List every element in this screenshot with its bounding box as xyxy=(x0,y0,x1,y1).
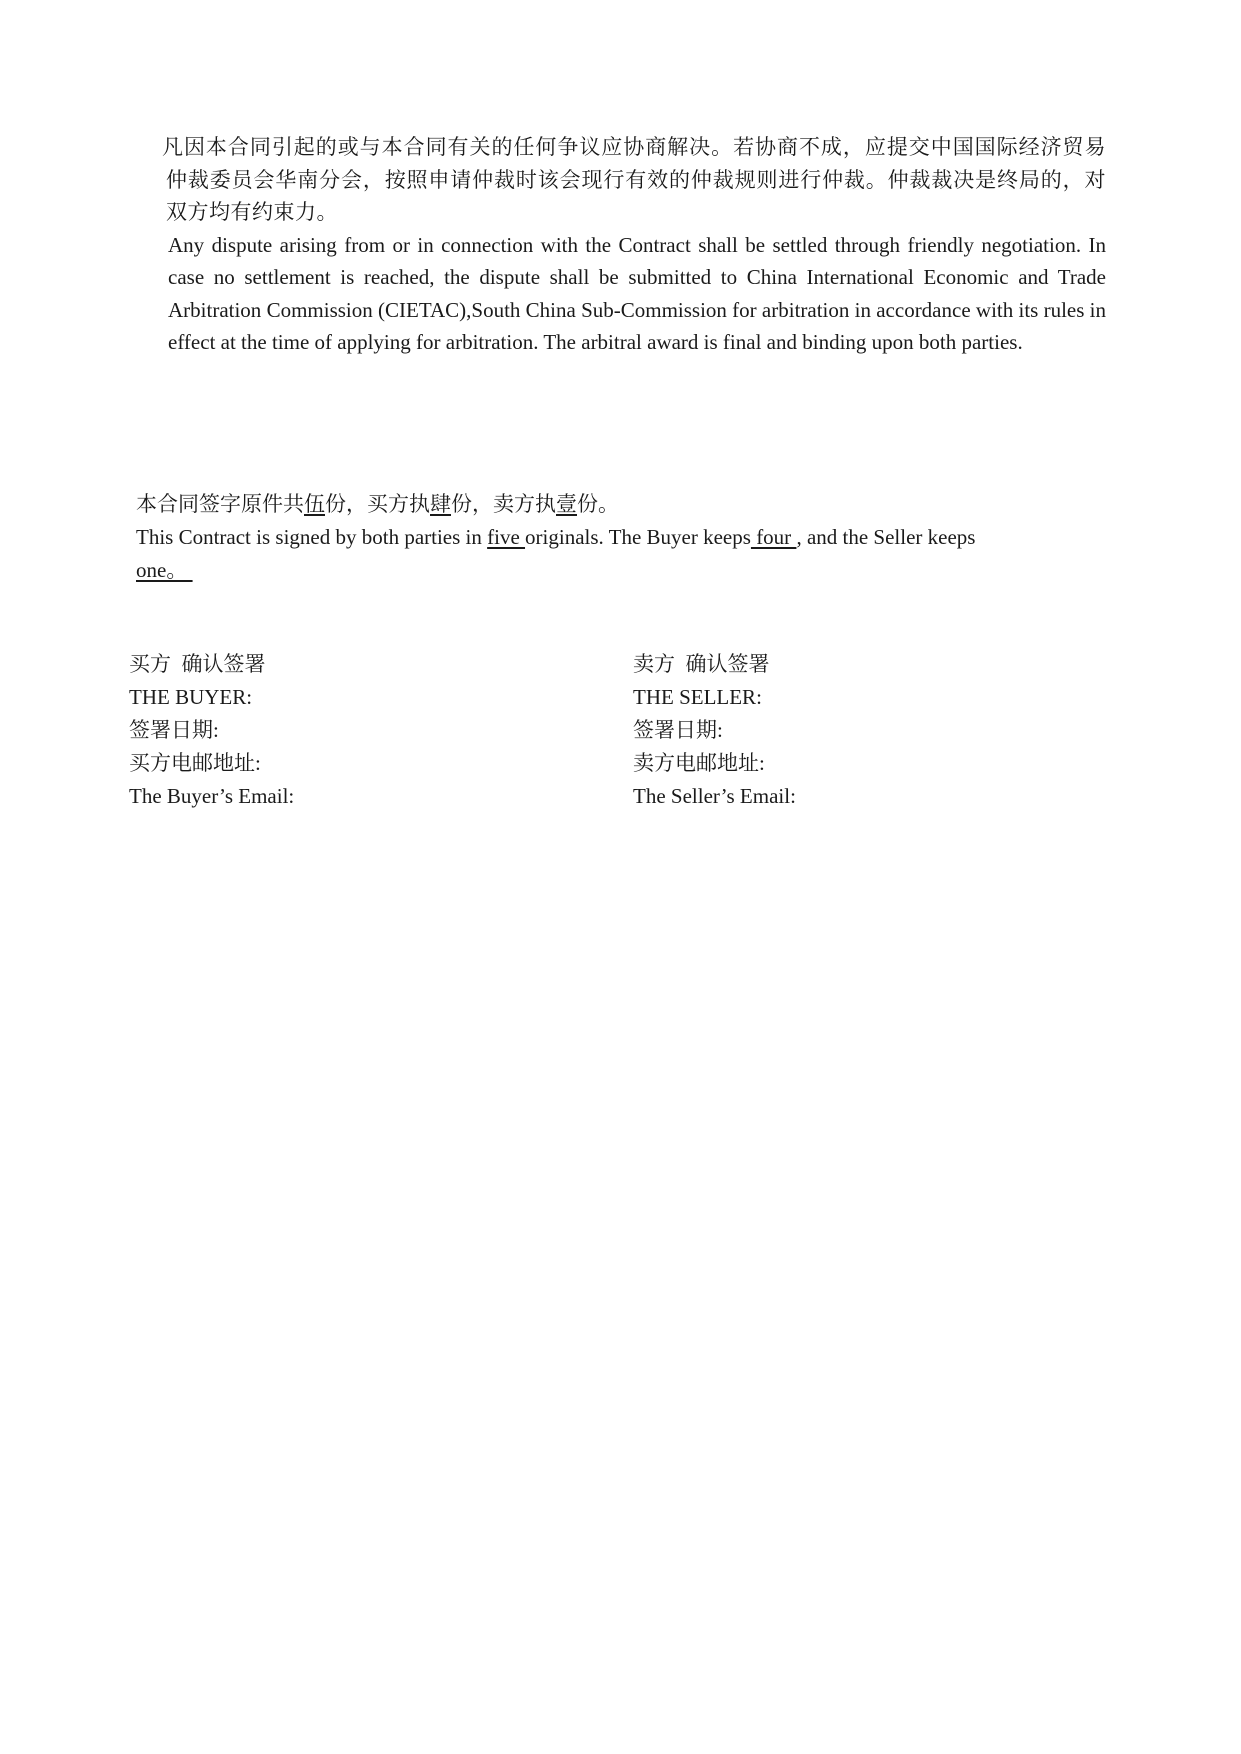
seller-title: THE SELLER: xyxy=(633,685,762,709)
originals-en-total: five xyxy=(487,525,526,549)
originals-en-seller-count: one。 xyxy=(136,558,193,582)
originals-en-mid1: originals. The Buyer keeps xyxy=(525,525,751,549)
buyer-confirm-label: 买方 确认签署 xyxy=(129,652,266,676)
originals-zh-mid2: 份，卖方执 xyxy=(451,492,556,516)
originals-en-buyer-count: four xyxy=(750,525,797,549)
buyer-email-label-chinese: 买方电邮地址: xyxy=(129,751,261,775)
buyer-email-label-english: The Buyer’s Email: xyxy=(129,784,295,808)
buyer-title: THE BUYER: xyxy=(129,685,253,709)
originals-clause-chinese xyxy=(136,488,1036,521)
dispute-clause xyxy=(162,131,1106,359)
buyer-date-label: 签署日期: xyxy=(129,718,219,742)
originals-zh-prefix: 本合同签字原件共 xyxy=(136,492,304,516)
seller-date-label: 签署日期: xyxy=(633,718,723,742)
originals-en-prefix: This Contract is signed by both parties in xyxy=(136,525,488,549)
originals-zh-suffix: 份。 xyxy=(577,492,619,516)
originals-clause-english xyxy=(136,521,1036,587)
originals-clause xyxy=(136,488,1036,587)
seller-email-label-chinese: 卖方电邮地址: xyxy=(633,751,765,775)
originals-zh-buyer-count: 肆 xyxy=(430,492,451,516)
seller-signature-block xyxy=(633,648,796,813)
buyer-signature-block xyxy=(129,648,294,813)
dispute-clause-english: Any dispute arising from or in connection with the Contract shall be settled through friendly negotiation. In case no settlement is reached, the dispute shall be submitted to China International Economic and Trade Arbitration Commission (CIETAC),South China Sub-Commission for arbitration in accordance with its rules in effect at the time of applying for arbitration. The arbitral award is final and binding upon both parties. xyxy=(168,232,1106,354)
seller-confirm-label: 卖方 确认签署 xyxy=(633,652,770,676)
originals-en-mid2: , and the Seller keeps xyxy=(796,525,976,549)
seller-email-label-english: The Seller’s Email: xyxy=(633,784,796,808)
originals-zh-mid1: 份，买方执 xyxy=(325,492,430,516)
dispute-clause-chinese: 凡因本合同引起的或与本合同有关的任何争议应协商解决。若协商不成，应提交中国国际经济贸易仲裁委员会华南分会，按照申请仲裁时该会现行有效的仲裁规则进行仲裁。仲裁裁决是终局的，对双方均有约束力。 xyxy=(162,135,1106,224)
originals-zh-seller-count: 壹 xyxy=(556,492,577,516)
originals-zh-total: 伍 xyxy=(304,492,325,516)
